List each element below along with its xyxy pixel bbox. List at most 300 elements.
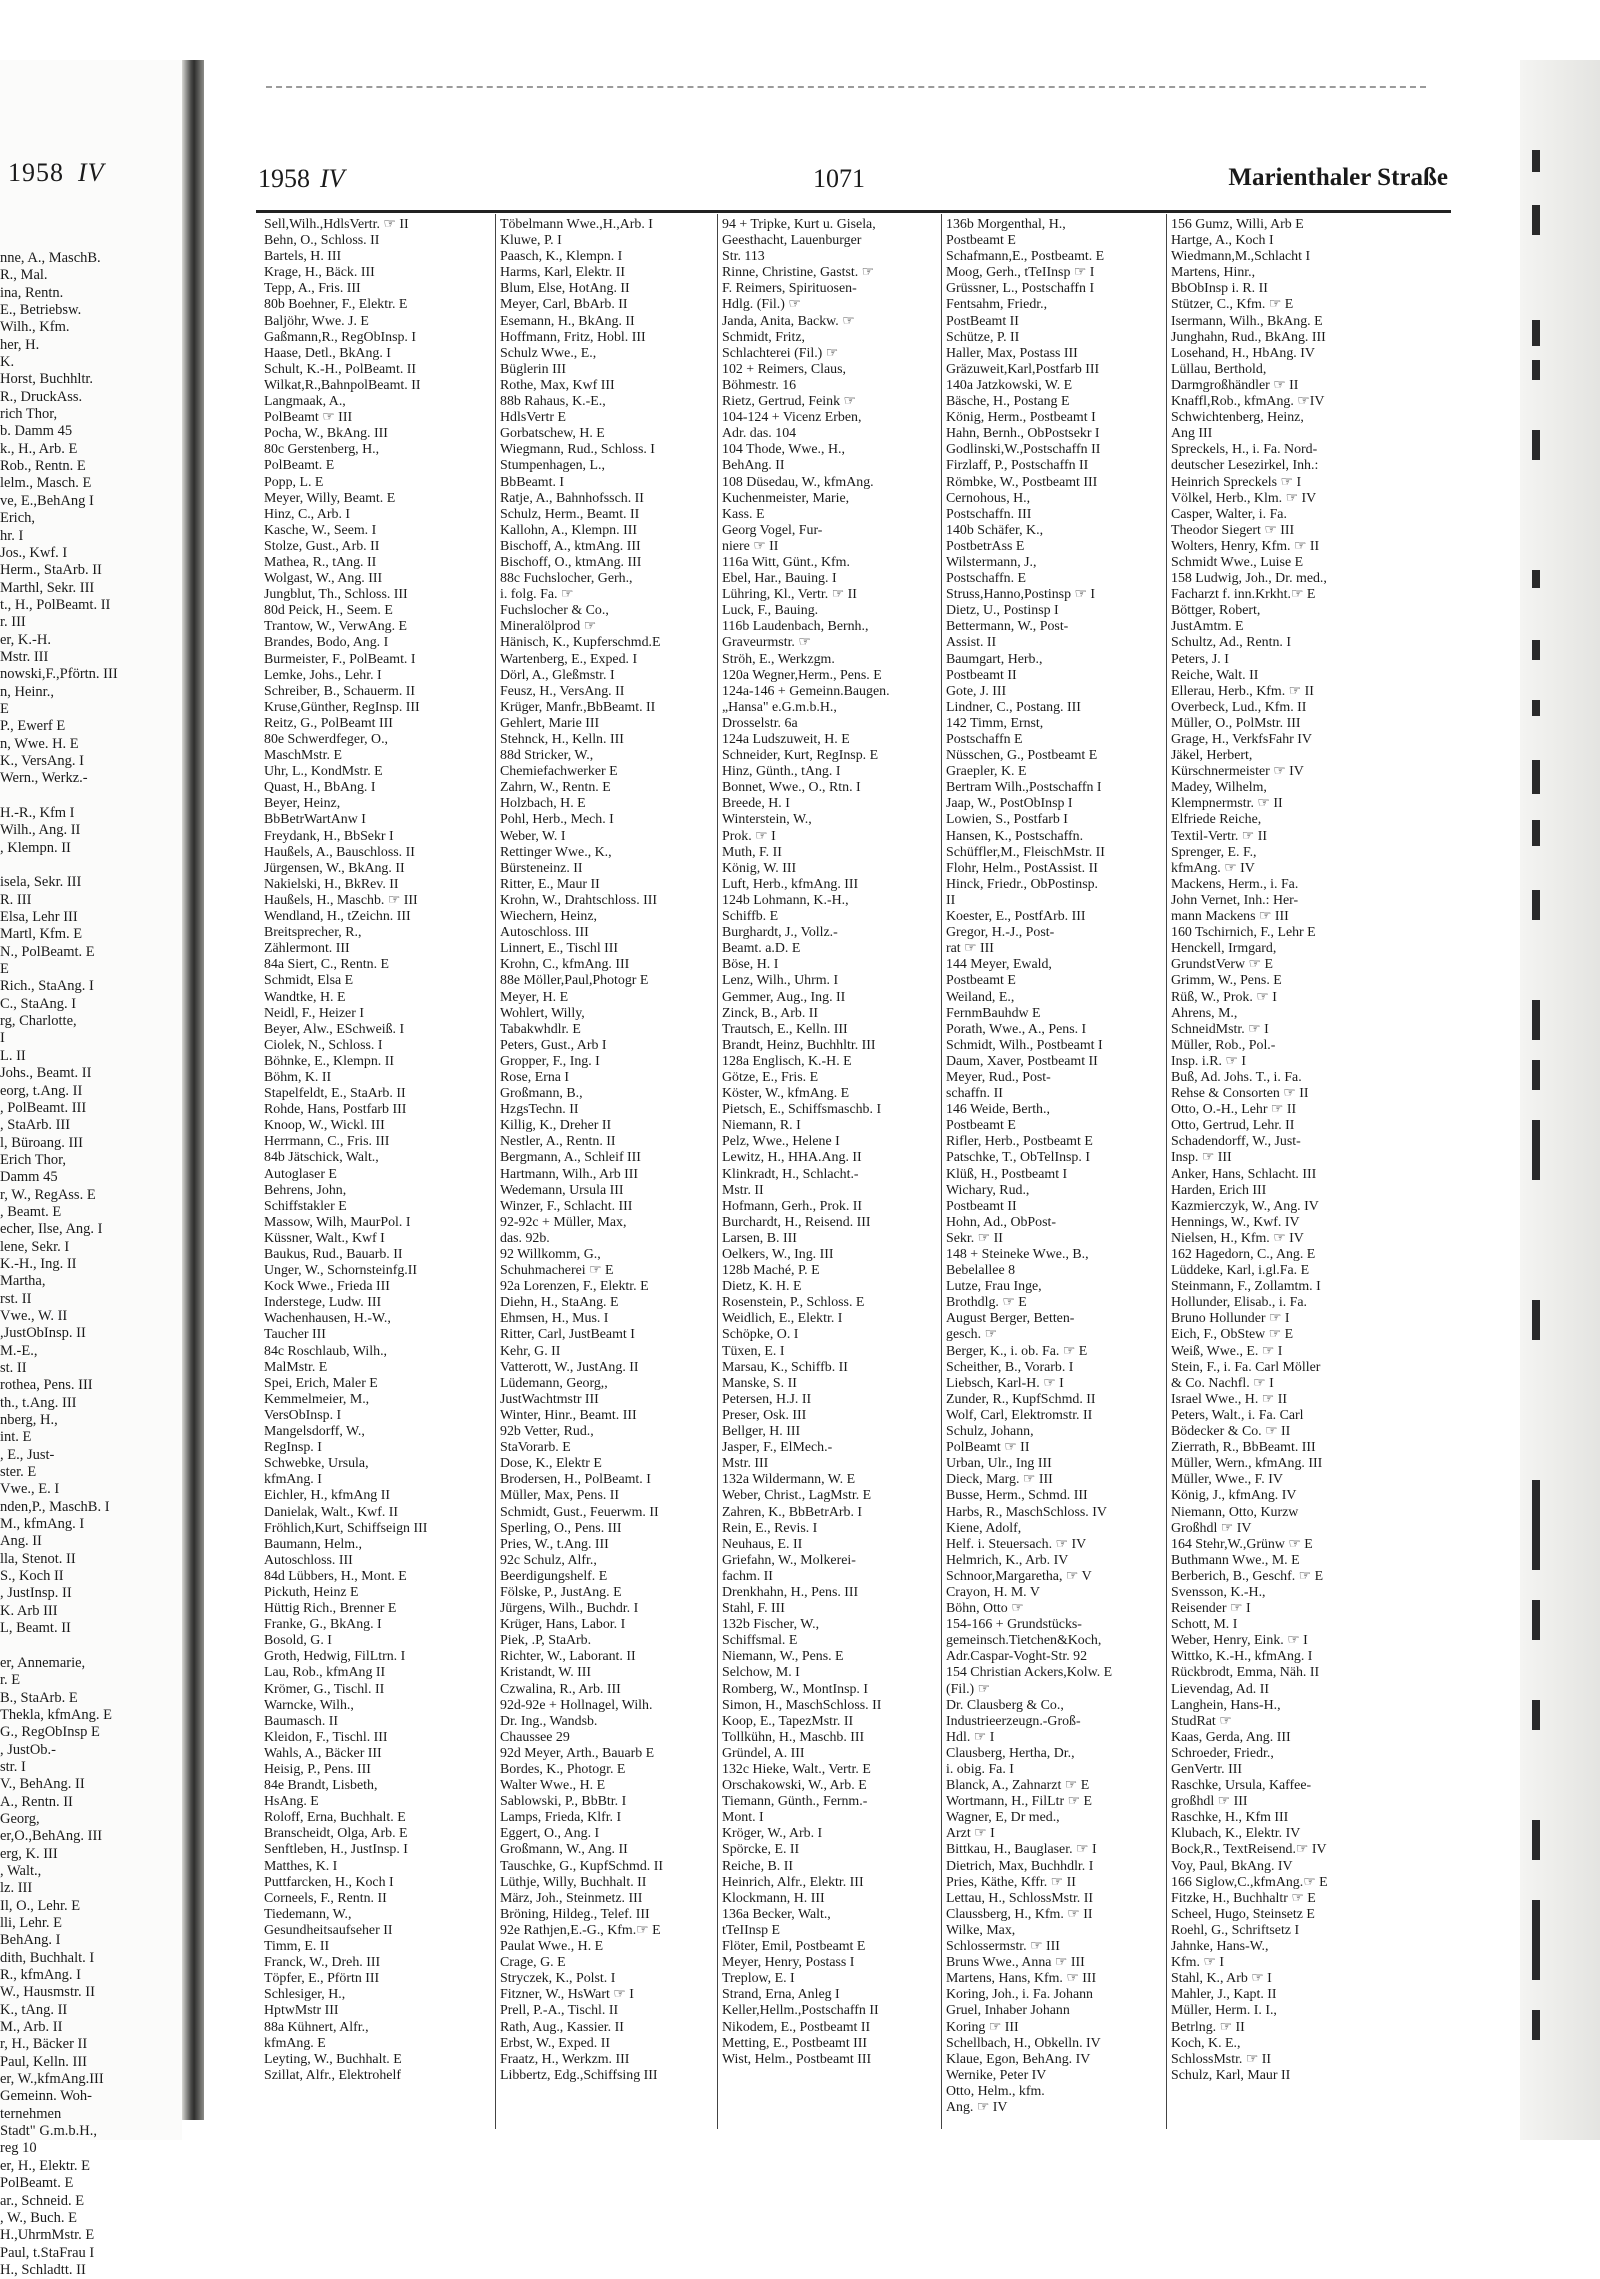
directory-entry: 136a Becker, Walt., [722, 1906, 831, 1922]
directory-entry: Janda, Anita, Backw. ☞ [722, 313, 855, 329]
directory-entry: Weber, Christ., LagMstr. E [722, 1488, 872, 1504]
left-page-entry: K. [0, 354, 15, 371]
directory-entry: Schüffler,M., FleischMstr. II [946, 844, 1105, 860]
directory-entry: Koring, Joh., i. Fa. Johann [946, 1987, 1094, 2003]
left-page-volume: IV [78, 158, 105, 187]
directory-entry: 92b Vetter, Rud., [500, 1424, 594, 1440]
top-dashed-rule [266, 86, 1426, 88]
street-name: Marienthaler Straße [1228, 164, 1448, 191]
directory-entry: Wortmann, H., FilLtr ☞ E [946, 1794, 1092, 1810]
directory-entry: Bischoff, O., ktmAng. III [500, 554, 642, 570]
directory-entry: Berger, K., i. ob. Fa. ☞ E [946, 1343, 1088, 1359]
directory-entry: Lievendag, Ad. II [1171, 1681, 1269, 1697]
directory-entry: kfmAng. ☞ IV [1171, 860, 1255, 876]
directory-entry: großhdl ☞ III [1171, 1794, 1248, 1810]
directory-entry: Tollkühn, H., Maschb. III [722, 1729, 865, 1745]
directory-entry: Libbertz, Edg.,Schiffsing III [500, 2067, 658, 2083]
directory-entry: Betrlng. ☞ II [1171, 2019, 1245, 2035]
directory-entry: Mangelsdorff, W., [264, 1424, 365, 1440]
directory-entry: Postschaffn. E [946, 571, 1026, 587]
left-page-entry: r. III [0, 614, 26, 631]
directory-entry: Walter Wwe., H. E [500, 1778, 606, 1794]
directory-entry: Böhmestr. 16 [722, 377, 797, 393]
left-page-entry: Paul, t.StaFrau I [0, 2244, 95, 2261]
directory-entry: Stryczek, K., Polst. I [500, 1971, 616, 1987]
directory-entry: Wendland, H., tZeichn. III [264, 909, 411, 925]
directory-column-5 [1171, 217, 1403, 2129]
directory-entry: Spei, Erich, Maler E [264, 1375, 378, 1391]
directory-entry: Kehr, G. II [500, 1343, 561, 1359]
directory-entry: Heinrich Spreckels ☞ I [1171, 474, 1302, 490]
directory-entry: Busse, Herm., Schmd. III [946, 1488, 1088, 1504]
directory-entry: Insp. ☞ III [1171, 1150, 1232, 1166]
directory-entry: Lutze, Frau Inge, [946, 1279, 1042, 1295]
directory-entry: Baljöhr, Wwe. J. E [264, 313, 369, 329]
directory-entry: Sekr. ☞ II [946, 1230, 1003, 1246]
directory-entry: Herrmann, C., Fris. III [264, 1134, 390, 1150]
directory-entry: 162 Hagedorn, C., Ang. E [1171, 1247, 1316, 1262]
left-page-entry: Ang. II [0, 1533, 42, 1550]
directory-entry: Rückbrodt, Emma, Näh. II [1171, 1665, 1320, 1681]
directory-entry: GrundstVerw ☞ E [1171, 957, 1273, 973]
directory-entry: Bruns Wwe., Anna ☞ III [946, 1955, 1085, 1971]
directory-entry: Krage, H., Bäck. III [264, 265, 375, 281]
directory-entry: Harbs, R., MaschSchloss. IV [946, 1504, 1107, 1520]
directory-entry: Rohde, Hans, Postfarb III [264, 1102, 407, 1118]
directory-entry: Autoschloss. III [500, 925, 589, 941]
directory-entry: Sell,Wilh.,HdlsVertr. ☞ II [264, 217, 409, 232]
left-page-entry: Stadt" G.m.b.H., [0, 2123, 97, 2140]
directory-entry: 92c Schulz, Alfr., [500, 1552, 597, 1568]
left-page-entry: A., Rentn. II [0, 1793, 73, 1810]
left-page-entry: r, H., Bäcker II [0, 2036, 88, 2053]
directory-entry: Harms, Karl, Elektr. II [500, 265, 625, 281]
left-page-entry: C., StaAng. I [0, 995, 77, 1012]
page-edge-mark [1532, 1820, 1540, 1860]
directory-entry: Fröhlich,Kurt, Schiffseign III [264, 1520, 428, 1536]
directory-entry: Hansen, K., Postschaffn. [946, 828, 1084, 844]
left-page-entry: Martl, Kfm. E [0, 926, 83, 943]
directory-entry: Pelz, Wwe., Helene I [722, 1134, 840, 1150]
directory-entry: Harden, Erich III [1171, 1182, 1267, 1198]
directory-entry: PolBeamt ☞ III [264, 410, 353, 426]
directory-entry: Liebsch, Karl-H. ☞ I [946, 1375, 1064, 1391]
directory-entry: Blum, Else, HotAng. II [500, 281, 630, 297]
directory-entry: Wahls, A., Bäcker III [264, 1745, 382, 1761]
directory-entry: Weidlich, E., Elektr. I [722, 1311, 843, 1327]
directory-entry: 142 Timm, Ernst, [946, 715, 1044, 731]
directory-entry: 154-166 + Grundstücks- [946, 1617, 1082, 1633]
left-page-entry: t., H., PolBeamt. II [0, 596, 111, 613]
directory-entry: Klempnermstr. ☞ II [1171, 796, 1283, 812]
directory-entry: Nakielski, H., BkRev. II [264, 876, 399, 892]
header-rule [256, 210, 1451, 213]
left-page-entry: ve, E.,BehAng I [0, 492, 94, 509]
directory-entry: Heinrich, Alfr., Elektr. III [722, 1874, 864, 1890]
left-page-entry: rothea, Pens. III [0, 1377, 93, 1394]
left-page-entry: Jos., Kwf. I [0, 544, 68, 561]
directory-entry: Baumann, Helm., [264, 1536, 362, 1552]
directory-entry: Hinz, C., Arb. I [264, 506, 351, 522]
left-page-header [8, 158, 105, 188]
directory-entry: Inderstege, Ludw. III [264, 1295, 382, 1311]
directory-entry: Wandtke, H. E [264, 989, 346, 1005]
directory-entry: Töbelmann Wwe.,H.,Arb. I [500, 217, 653, 232]
directory-entry: Böhm, K. II [264, 1069, 332, 1085]
left-page-entry: R., Mal. [0, 267, 48, 284]
directory-entry: Mineralölprod ☞ [500, 619, 597, 635]
directory-entry: 124a Ludszuweit, H. E [722, 732, 850, 747]
directory-entry: Freydank, H., BbSekr I [264, 828, 394, 844]
directory-entry: Bebelallee 8 [946, 1263, 1016, 1279]
directory-entry: Schwichtenberg, Heinz, [1171, 410, 1304, 426]
directory-entry: Marsau, K., Schiffb. II [722, 1359, 848, 1375]
directory-entry: Helf. i. Steuersach. ☞ IV [946, 1536, 1087, 1552]
directory-entry: Schiffb. E [722, 909, 779, 925]
left-page-entry: Paul, Kelln. III [0, 2053, 87, 2070]
directory-entry: Krüger, Manfr.,BbBeamt. II [500, 699, 656, 715]
directory-entry: Adr. das. 104 [722, 426, 797, 442]
directory-entry: Treplow, E. I [722, 1971, 795, 1987]
directory-entry: 80b Boehner, F., Elektr. E [264, 297, 408, 313]
directory-entry: Holzbach, H. E [500, 796, 586, 812]
directory-entry: Gesundheitsaufseher II [264, 1922, 393, 1938]
left-page-entry: nden,P., MaschB. I [0, 1498, 110, 1515]
directory-entry: rat ☞ III [946, 941, 994, 957]
directory-entry: Breede, H. I [722, 796, 790, 812]
directory-entry: Str. 113 [722, 249, 765, 265]
directory-entry: 148 + Steineke Wwe., B., [946, 1247, 1089, 1262]
directory-entry: Schmidt, Elsa E [264, 973, 354, 989]
directory-entry: Bonnet, Wwe., O., Rtn. I [722, 780, 861, 796]
directory-entry: Kleidon, F., Tischl. III [264, 1729, 388, 1745]
directory-entry: Heisig, P., Pens. III [264, 1762, 371, 1777]
directory-entry: Peters, J. I [1171, 651, 1229, 667]
directory-entry: 94 + Tripke, Kurt u. Gisela, [722, 217, 876, 232]
directory-entry: Textil-Vertr. ☞ II [1171, 828, 1267, 844]
page-edge-mark [1532, 1900, 1540, 1980]
directory-entry: Scheither, B., Vorarb. I [946, 1359, 1074, 1375]
directory-entry: 80d Peick, H., Seem. E [264, 603, 393, 619]
directory-entry: Erbst, W., Exped. II [500, 2035, 610, 2051]
directory-entry: Krömer, G., Tischl. II [264, 1681, 385, 1697]
directory-entry: Kock Wwe., Frieda III [264, 1279, 390, 1295]
left-page-entry: V., BehAng. II [0, 1776, 85, 1793]
directory-entry: Hüttig Rich., Brenner E [264, 1601, 397, 1617]
directory-entry: Schuhmacherei ☞ E [500, 1263, 614, 1279]
directory-entry: BbObInsp i. R. II [1171, 281, 1268, 297]
directory-entry: Geesthacht, Lauenburger [722, 233, 862, 249]
left-facing-page [0, 60, 182, 2278]
directory-entry: 156 Gumz, Willi, Arb E [1171, 217, 1304, 232]
directory-entry: Leyting, W., Buchhalt. E [264, 2051, 402, 2067]
directory-entry: Böhnke, E., Klempn. II [264, 1053, 395, 1069]
directory-entry: Hartge, A., Koch I [1171, 233, 1274, 249]
directory-entry: PolBeamt ☞ II [946, 1440, 1030, 1456]
directory-entry: Hennings, W., Kwf. IV [1171, 1214, 1300, 1230]
directory-entry: Franck, W., Dreh. III [264, 1955, 381, 1971]
directory-entry: Hoffmann, Fritz, Hobl. III [500, 329, 646, 345]
directory-entry: Weber, Henry, Eink. ☞ I [1171, 1633, 1308, 1649]
directory-entry: Dietz, K. H. E [722, 1279, 802, 1295]
directory-entry: Kuchenmeister, Marie, [722, 490, 850, 506]
page-edge-mark [1532, 1000, 1540, 1040]
directory-entry: Koch, K. E., [1171, 2035, 1241, 2051]
directory-entry: Franke, G., BkAng. I [264, 1617, 382, 1633]
directory-entry: Ritter, E., Maur II [500, 876, 600, 892]
left-page-entry: , Walt., [0, 1862, 42, 1879]
directory-entry: Crayon, H. M. V [946, 1584, 1040, 1600]
left-page-entry: echer, Ilse, Ang. I [0, 1221, 103, 1238]
directory-entry: Wiechern, Heinz, [500, 909, 598, 925]
directory-entry: Knoop, W., Wickl. III [264, 1118, 385, 1134]
directory-entry: Meyer, H. E [500, 989, 569, 1005]
directory-entry: Anker, Hans, Schlacht. III [1171, 1166, 1317, 1182]
directory-entry: Theodor Siegert ☞ III [1171, 522, 1295, 538]
directory-entry: Klüß, H., Postbeamt I [946, 1166, 1068, 1182]
directory-entry: Bordes, K., Photogr. E [500, 1762, 626, 1777]
directory-entry: Müller, Max, Pens. II [500, 1488, 620, 1504]
directory-entry: Autoglaser E [264, 1166, 337, 1182]
directory-entry: mann Mackens ☞ III [1171, 909, 1289, 925]
directory-entry: Tiedemann, W., [264, 1906, 352, 1922]
directory-entry: Quast, H., BbAng. I [264, 780, 376, 796]
directory-entry: Müller, Herm. I. I., [1171, 2003, 1277, 2019]
directory-entry: Zierrath, R., BbBeamt. III [1171, 1440, 1316, 1456]
left-page-entry: Wilh., Ang. II [0, 822, 81, 839]
directory-entry: Bödecker & Co. ☞ II [1171, 1424, 1291, 1440]
directory-entry: Prok. ☞ I [722, 828, 776, 844]
directory-entry: Bürsteneinz. II [500, 860, 583, 876]
left-page-entry: er, W.,kfmAng.III [0, 2071, 104, 2088]
left-page-entry: E., Betriebsw. [0, 302, 82, 319]
left-page-entry: k., H., Arb. E [0, 440, 78, 457]
directory-entry: Sperling, O., Pens. III [500, 1520, 622, 1536]
directory-entry: Schneider, Kurt, RegInsp. E [722, 748, 879, 764]
page-edge-mark [1532, 150, 1540, 172]
directory-entry: Hollunder, Elisab., i. Fa. [1171, 1295, 1308, 1311]
directory-entry: Israel Wwe., H. ☞ II [1171, 1391, 1287, 1407]
directory-entry: MaschMstr. E [264, 748, 342, 764]
directory-entry: & Co. Nachfl. ☞ I [1171, 1375, 1274, 1391]
left-page-entry: eorg, t.Ang. II [0, 1082, 83, 1099]
left-page-entry: M., kfmAng. I [0, 1516, 85, 1533]
directory-entry: Industrieerzeugn.-Groß- [946, 1713, 1081, 1729]
directory-entry: Schmidt Wwe., Luise E [1171, 554, 1304, 570]
directory-entry: Lewitz, H., HHA.Ang. II [722, 1150, 862, 1166]
directory-entry: Danielak, Walt., Kwf. II [264, 1504, 399, 1520]
directory-entry: Godlinski,W.,Postschaffn II [946, 442, 1101, 458]
directory-entry: Eggert, O., Ang. I [500, 1826, 600, 1842]
left-page-entry: dith, Buchhalt. I [0, 1949, 95, 1966]
left-page-entry: L. II [0, 1047, 26, 1064]
left-page-entry: nberg, H., [0, 1412, 58, 1429]
directory-entry: Lüllau, Berthold, [1171, 361, 1267, 377]
directory-entry: Nielsen, H., Kfm. ☞ IV [1171, 1230, 1304, 1246]
directory-entry: Rinne, Christine, Gastst. ☞ [722, 265, 875, 281]
left-page-entry: r, W., RegAss. E [0, 1186, 96, 1203]
directory-entry: Klaue, Egon, BehAng. IV [946, 2051, 1091, 2067]
directory-entry: Luck, F., Bauing. [722, 603, 819, 619]
directory-column-4 [946, 217, 1165, 2129]
directory-entry: Raschke, Ursula, Kaffee- [1171, 1778, 1312, 1794]
directory-entry: Bettermann, W., Post- [946, 619, 1069, 635]
page-edge-mark [1532, 1600, 1540, 1640]
left-page-entry: nowski,F.,Pförtn. III [0, 666, 118, 683]
directory-entry: Larsen, B. III [722, 1230, 797, 1246]
directory-entry: Mahler, J., Kapt. II [1171, 1987, 1277, 2003]
directory-entry: März, Joh., Steinmetz. III [500, 1890, 643, 1906]
directory-entry: Zunder, R., KupfSchmd. II [946, 1391, 1096, 1407]
directory-entry: Großmann, W., Ang. II [500, 1842, 628, 1858]
directory-entry: Gropper, F., Ing. I [500, 1053, 600, 1069]
column-divider [941, 214, 942, 2129]
directory-entry: Müller, O., PolMstr. III [1171, 715, 1301, 731]
directory-entry: Meyer, Carl, BbArb. II [500, 297, 628, 313]
directory-entry: Martens, Hinr., [1171, 265, 1256, 281]
left-page-entry: K., tAng. II [0, 2001, 68, 2018]
directory-entry: Keller,Hellm.,Postschaffn II [722, 2003, 879, 2019]
directory-entry: Fraatz, H., Werkzm. III [500, 2051, 630, 2067]
directory-entry: Drosselstr. 6a [722, 715, 798, 731]
directory-entry: Ahrens, M., [1171, 1005, 1238, 1021]
left-page-entry: erg, K. III [0, 1845, 58, 1862]
directory-entry: Wiegmann, Rud., Schloss. I [500, 442, 655, 458]
directory-entry: Sablowski, P., BbBtr. I [500, 1794, 627, 1810]
directory-entry: Bosold, G. I [264, 1633, 332, 1649]
directory-entry: Porath, Wwe., A., Pens. I [946, 1021, 1087, 1037]
directory-entry: Blanck, A., Zahnarzt ☞ E [946, 1778, 1090, 1794]
directory-entry: Sprenger, E. F., [1171, 844, 1257, 860]
left-page-entry: , Beamt. E [0, 1203, 62, 1220]
left-page-entry: BehAng. I [0, 1932, 61, 1949]
directory-entry: Bittkau, H., Bauglaser. ☞ I [946, 1842, 1097, 1858]
directory-entry: Krohn, C., kfmAng. III [500, 957, 630, 973]
directory-entry: Postbeamt II [946, 1198, 1017, 1214]
directory-entry: Krohn, W., Drahtschloss. III [500, 892, 658, 908]
directory-entry: Kemmelmeier, M., [264, 1391, 370, 1407]
left-page-entry: rg, Charlotte, [0, 1013, 77, 1030]
directory-entry: Patschke, T., ObTelInsp. I [946, 1150, 1090, 1166]
directory-entry: Preser, Osk. III [722, 1407, 807, 1423]
directory-entry: Vatterott, W., JustAng. II [500, 1359, 639, 1375]
left-page-entry: Erich, [0, 510, 36, 527]
directory-entry: Hdl. ☞ I [946, 1729, 995, 1745]
directory-entry: Schmidt, Wilh., Postbeamt I [946, 1037, 1103, 1053]
directory-entry: Overbeck, Lud., Kfm. II [1171, 699, 1307, 715]
directory-entry: Fuchslocher & Co., [500, 603, 609, 619]
directory-entry: Roloff, Erna, Buchhalt. E [264, 1810, 406, 1826]
directory-entry: Pickuth, Heinz E [264, 1584, 359, 1600]
directory-entry: Pietsch, E., Schiffsmaschb. I [722, 1102, 882, 1118]
left-page-entry: Gemeinn. Woh- [0, 2088, 92, 2105]
directory-entry: StudRat ☞ [1171, 1713, 1232, 1729]
directory-entry: Peters, Gust., Arb I [500, 1037, 607, 1053]
left-page-entry: M.-E., [0, 1342, 38, 1359]
directory-entry: Kallohn, A., Klempn. III [500, 522, 637, 538]
left-page-entry: er,O.,BehAng. III [0, 1828, 103, 1845]
column-divider [1166, 214, 1167, 2129]
directory-entry: Lüdemann, Georg,, [500, 1375, 608, 1391]
directory-entry: Uhr, L., KondMstr. E [264, 764, 383, 780]
directory-entry: Prell, P.-A., Tischl. II [500, 2003, 619, 2019]
directory-entry: Corneels, F., Rentn. II [264, 1890, 387, 1906]
left-page-entry: R., kfmAng. I [0, 1967, 81, 1984]
left-page-entry: rst. II [0, 1290, 32, 1307]
directory-entry: kfmAng. E [264, 2035, 326, 2051]
left-page-entry: , JustInsp. II [0, 1585, 72, 1602]
directory-entry: Graepler, K. E [946, 764, 1027, 780]
directory-entry: Bertram Wilh.,Postschaffn I [946, 780, 1102, 796]
directory-entry: Niemann, R. I [722, 1118, 801, 1134]
directory-entry: Wartenberg, E., Exped. I [500, 651, 638, 667]
directory-entry: Schwebke, Ursula, [264, 1456, 369, 1472]
left-page-entry: Vwe., W. II [0, 1307, 68, 1324]
directory-entry: Tabakwhdlr. E [500, 1021, 581, 1037]
directory-entry: GenVertr. III [1171, 1762, 1242, 1777]
directory-entry: niere ☞ II [722, 538, 779, 554]
directory-entry: i. obig. Fa. I [946, 1762, 1014, 1777]
left-page-entry: Martha, [0, 1273, 46, 1290]
directory-entry: Strand, Erna, Anleg I [722, 1987, 840, 2003]
directory-entry: 158 Ludwig, Joh., Dr. med., [1171, 571, 1327, 587]
left-page-entry: her, H. [0, 336, 40, 353]
directory-entry: Wichary, Rud., [946, 1182, 1030, 1198]
directory-entry: Baumasch. II [264, 1713, 339, 1729]
directory-entry: Jasper, F., ElMech.- [722, 1440, 833, 1456]
directory-entry: Bruno Hollunder ☞ I [1171, 1311, 1290, 1327]
directory-entry: Wittko, K.-H., kfmAng. I [1171, 1649, 1313, 1665]
directory-entry: Peters, Walt., i. Fa. Carl [1171, 1407, 1304, 1423]
directory-entry: Tauschke, G., KupfSchmd. II [500, 1858, 663, 1874]
directory-entry: Claussberg, H., Kfm. ☞ II [946, 1906, 1093, 1922]
directory-column-3 [722, 217, 940, 2129]
directory-entry: Gorbatschew, H. E [500, 426, 605, 442]
directory-entry: Schnoor,Margaretha, ☞ V [946, 1568, 1092, 1584]
directory-entry: Schulz, Herm., Beamt. II [500, 506, 640, 522]
directory-entry: Müller, Wern., kfmAng. III [1171, 1456, 1323, 1472]
directory-entry: Chemiefachwerker E [500, 764, 618, 780]
directory-entry: Buß, Ad. Johs. T., i. Fa. [1171, 1069, 1302, 1085]
left-page-entry: Erich Thor, [0, 1151, 66, 1168]
directory-entry: HptwMstr III [264, 2003, 339, 2019]
directory-entry: Brothdlg. ☞ E [946, 1295, 1027, 1311]
directory-entry: Haußels, A., Bauschloss. II [264, 844, 415, 860]
directory-entry: Burchardt, H., Reisend. III [722, 1214, 871, 1230]
directory-entry: John Vernet, Inh.: Her- [1171, 892, 1299, 908]
page-edge-mark [1532, 1060, 1540, 1090]
directory-entry: Stahl, K., Arb ☞ I [1171, 1971, 1272, 1987]
directory-page [206, 72, 1516, 2132]
directory-entry: Fitzner, W., HsWart ☞ I [500, 1987, 634, 2003]
directory-entry: Reitz, G., PolBeamt III [264, 715, 393, 731]
directory-entry: Nikodem, E., Postbeamt II [722, 2019, 871, 2035]
directory-entry: Rath, Aug., Kassier. II [500, 2019, 624, 2035]
left-page-entry: H., Schladtt. II [0, 2261, 86, 2278]
directory-entry: Fitzke, H., Buchhaltr ☞ E [1171, 1890, 1316, 1906]
directory-entry: Großmann, B., [500, 1086, 583, 1102]
left-page-entry: st. II [0, 1360, 27, 1376]
directory-entry: 88e Möller,Paul,Photogr E [500, 973, 649, 989]
left-page-entry: K.-H., Ing. II [0, 1255, 77, 1272]
left-page-entry: Vwe., E. I [0, 1481, 60, 1498]
page-edge-mark [1532, 640, 1540, 660]
directory-entry: Gehlert, Marie III [500, 715, 600, 731]
directory-entry: Jaap, W., PostObInsp I [946, 796, 1073, 812]
left-page-entry: G., RegObInsp E [0, 1724, 100, 1741]
directory-entry: Cernohous, H., [946, 490, 1031, 506]
left-page-entry: Herm., StaArb. II [0, 562, 102, 579]
